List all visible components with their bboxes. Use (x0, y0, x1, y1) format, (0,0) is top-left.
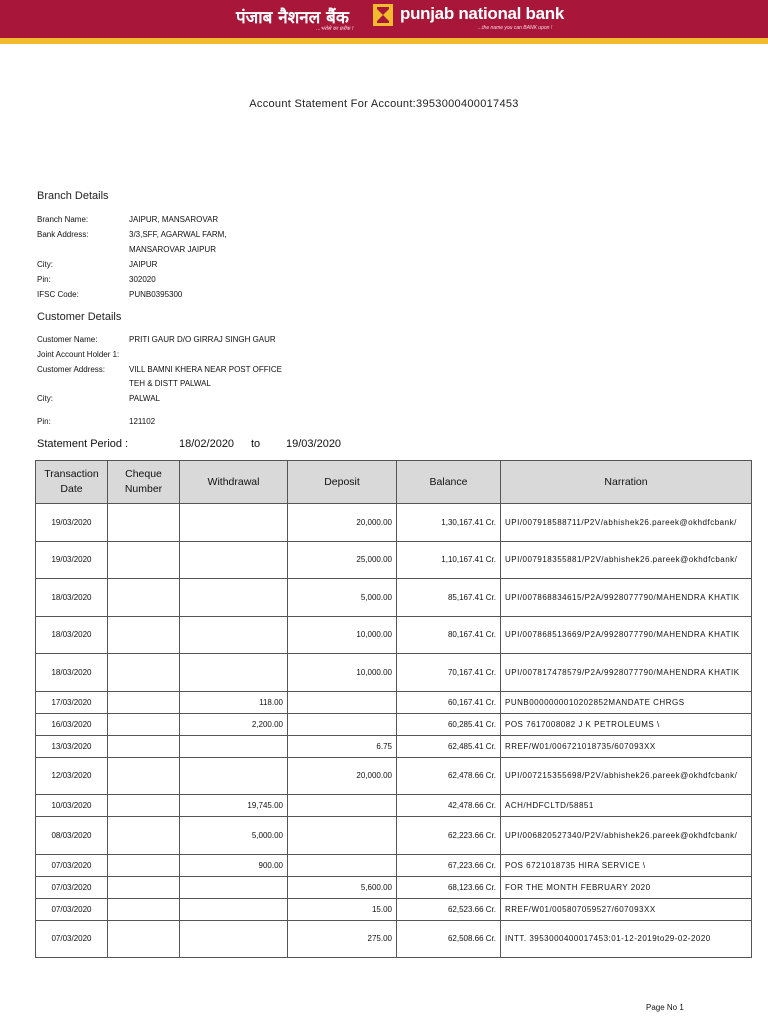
txn-deposit (288, 795, 397, 817)
txn-cheque (108, 757, 180, 795)
txn-withdrawal: 2,200.00 (180, 713, 288, 735)
branch-pin-value: 302020 (129, 275, 156, 284)
txn-deposit (288, 691, 397, 713)
txn-cheque (108, 854, 180, 876)
txn-balance: 1,10,167.41 Cr. (397, 541, 501, 579)
txn-balance: 42,478.66 Cr. (397, 795, 501, 817)
txn-date: 08/03/2020 (36, 817, 108, 855)
txn-date: 13/03/2020 (36, 735, 108, 757)
txn-deposit: 5,600.00 (288, 876, 397, 898)
txn-withdrawal: 5,000.00 (180, 817, 288, 855)
txn-deposit: 20,000.00 (288, 757, 397, 795)
txn-balance: 62,523.66 Cr. (397, 898, 501, 920)
txn-cheque (108, 876, 180, 898)
txn-deposit: 10,000.00 (288, 654, 397, 692)
txn-deposit: 6.75 (288, 735, 397, 757)
txn-cheque (108, 920, 180, 958)
transactions-body (36, 504, 752, 958)
txn-balance: 62,223.66 Cr. (397, 817, 501, 855)
txn-balance: 60,167.41 Cr. (397, 691, 501, 713)
txn-cheque (108, 579, 180, 617)
table-row (36, 691, 752, 713)
txn-narration: FOR THE MONTH FEBRUARY 2020 (501, 876, 752, 898)
statement-period-to: 19/03/2020 (286, 438, 342, 450)
txn-deposit: 25,000.00 (288, 541, 397, 579)
table-row (36, 541, 752, 579)
customer-city-value: PALWAL (129, 394, 160, 403)
txn-withdrawal (180, 654, 288, 692)
table-row (36, 898, 752, 920)
page-number: Page No 1 (646, 1003, 684, 1012)
txn-cheque (108, 817, 180, 855)
txn-balance: 80,167.41 Cr. (397, 616, 501, 654)
customer-address-line1: VILL BAMNI KHERA NEAR POST OFFICE (129, 365, 282, 374)
txn-cheque (108, 735, 180, 757)
col-header-deposit: Deposit (288, 461, 397, 504)
txn-balance: 1,30,167.41 Cr. (397, 504, 501, 542)
table-row (36, 817, 752, 855)
txn-withdrawal: 19,745.00 (180, 795, 288, 817)
txn-deposit (288, 854, 397, 876)
txn-date: 18/03/2020 (36, 579, 108, 617)
txn-deposit: 15.00 (288, 898, 397, 920)
bank-address-line2: MANSAROVAR JAIPUR (129, 245, 216, 254)
txn-date: 19/03/2020 (36, 504, 108, 542)
txn-narration: UPI/007868513669/P2A/9928077790/MAHENDRA KHATIK (501, 616, 752, 654)
table-row (36, 735, 752, 757)
txn-date: 17/03/2020 (36, 691, 108, 713)
txn-narration: UPI/007817478579/P2A/9928077790/MAHENDRA KHATIK (501, 654, 752, 692)
table-row (36, 504, 752, 542)
txn-narration: POS 6721018735 HIRA SERVICE \ (501, 854, 752, 876)
txn-deposit: 5,000.00 (288, 579, 397, 617)
txn-date: 07/03/2020 (36, 898, 108, 920)
txn-narration: PUNB0000000010202852MANDATE CHRGS (501, 691, 752, 713)
txn-withdrawal (180, 898, 288, 920)
bank-name-hindi: पंजाब नैशनल बैंक (236, 8, 349, 28)
statement-period-label: Statement Period : (37, 438, 129, 450)
customer-city-label: City: (37, 394, 53, 403)
txn-deposit (288, 817, 397, 855)
statement-period-to-label: to (251, 438, 261, 450)
col-header-cheque: Cheque Number (108, 461, 180, 504)
bank-tagline-hindi: ...भरोसे का प्रतीक ! (316, 26, 354, 32)
txn-balance: 62,478.66 Cr. (397, 757, 501, 795)
txn-date: 07/03/2020 (36, 876, 108, 898)
txn-date: 16/03/2020 (36, 713, 108, 735)
txn-narration: ACH/HDFCLTD/58851 (501, 795, 752, 817)
customer-pin-value: 121102 (129, 417, 156, 426)
txn-deposit: 275.00 (288, 920, 397, 958)
bank-header (0, 0, 768, 44)
txn-cheque (108, 616, 180, 654)
txn-date: 18/03/2020 (36, 654, 108, 692)
transactions-table (35, 460, 752, 958)
ifsc-value: PUNB0395300 (129, 290, 183, 299)
txn-narration: UPI/007918588711/P2V/abhishek26.pareek@okhdfcbank/ (501, 504, 752, 542)
txn-date: 12/03/2020 (36, 757, 108, 795)
customer-pin-label: Pin: (37, 417, 51, 426)
txn-cheque (108, 691, 180, 713)
customer-address-label: Customer Address: (37, 365, 106, 374)
txn-balance: 85,167.41 Cr. (397, 579, 501, 617)
txn-narration: RREF/W01/005807059527/607093XX (501, 898, 752, 920)
txn-withdrawal: 900.00 (180, 854, 288, 876)
txn-withdrawal (180, 735, 288, 757)
txn-withdrawal (180, 541, 288, 579)
txn-deposit: 20,000.00 (288, 504, 397, 542)
branch-pin-label: Pin: (37, 275, 51, 284)
branch-name-value: JAIPUR, MANSAROVAR (129, 215, 219, 224)
txn-narration: POS 7617008082 J K PETROLEUMS \ (501, 713, 752, 735)
table-row (36, 920, 752, 958)
bank-tagline-english: ...the name you can BANK upon ! (478, 25, 553, 31)
txn-narration: UPI/006820527340/P2V/abhishek26.pareek@okhdfcbank/ (501, 817, 752, 855)
col-header-date: Transaction Date (36, 461, 108, 504)
txn-date: 10/03/2020 (36, 795, 108, 817)
customer-name-label: Customer Name: (37, 335, 98, 344)
txn-balance: 62,508.66 Cr. (397, 920, 501, 958)
table-row (36, 654, 752, 692)
txn-date: 18/03/2020 (36, 616, 108, 654)
txn-narration: UPI/007215355698/P2V/abhishek26.pareek@okhdfcbank/ (501, 757, 752, 795)
txn-cheque (108, 898, 180, 920)
txn-narration: UPI/007868834615/P2A/9928077790/MAHENDRA KHATIK (501, 579, 752, 617)
ifsc-label: IFSC Code: (37, 290, 79, 299)
txn-balance: 60,285.41 Cr. (397, 713, 501, 735)
txn-balance: 67,223.66 Cr. (397, 854, 501, 876)
table-row (36, 616, 752, 654)
txn-withdrawal (180, 616, 288, 654)
txn-balance: 68,123.66 Cr. (397, 876, 501, 898)
customer-address-line2: TEH & DISTT PALWAL (129, 379, 211, 388)
txn-cheque (108, 541, 180, 579)
joint-holder-label: Joint Account Holder 1: (37, 350, 120, 359)
txn-date: 07/03/2020 (36, 920, 108, 958)
statement-title: Account Statement For Account:3953000400017453 (249, 98, 519, 110)
bank-name-english: punjab national bank (400, 4, 565, 23)
txn-withdrawal (180, 579, 288, 617)
txn-deposit: 10,000.00 (288, 616, 397, 654)
col-header-withdrawal: Withdrawal (180, 461, 288, 504)
col-header-narration: Narration (501, 461, 752, 504)
txn-narration: INTT. 3953000400017453:01-12-2019to29-02-2020 (501, 920, 752, 958)
branch-city-label: City: (37, 260, 53, 269)
txn-withdrawal: 118.00 (180, 691, 288, 713)
table-row (36, 757, 752, 795)
table-header-row (36, 461, 752, 504)
txn-balance: 62,485.41 Cr. (397, 735, 501, 757)
bank-address-label: Bank Address: (37, 230, 89, 239)
table-row (36, 579, 752, 617)
txn-deposit (288, 713, 397, 735)
txn-withdrawal (180, 504, 288, 542)
txn-cheque (108, 795, 180, 817)
table-row (36, 876, 752, 898)
txn-withdrawal (180, 920, 288, 958)
txn-narration: RREF/W01/006721018735/607093XX (501, 735, 752, 757)
txn-withdrawal (180, 757, 288, 795)
txn-cheque (108, 654, 180, 692)
txn-cheque (108, 713, 180, 735)
col-header-balance: Balance (397, 461, 501, 504)
pnb-logo-icon (373, 4, 393, 26)
txn-balance: 70,167.41 Cr. (397, 654, 501, 692)
customer-details-heading: Customer Details (37, 311, 122, 323)
table-row (36, 854, 752, 876)
branch-details-heading: Branch Details (37, 190, 109, 202)
txn-date: 07/03/2020 (36, 854, 108, 876)
branch-name-label: Branch Name: (37, 215, 89, 224)
txn-narration: UPI/007918355881/P2V/abhishek26.pareek@okhdfcbank/ (501, 541, 752, 579)
bank-address-line1: 3/3,SFF, AGARWAL FARM, (129, 230, 227, 239)
table-row (36, 795, 752, 817)
txn-cheque (108, 504, 180, 542)
statement-period-from: 18/02/2020 (179, 438, 235, 450)
branch-city-value: JAIPUR (129, 260, 158, 269)
txn-withdrawal (180, 876, 288, 898)
txn-date: 19/03/2020 (36, 541, 108, 579)
customer-name-value: PRITI GAUR D/O GIRRAJ SINGH GAUR (129, 335, 276, 344)
table-row (36, 713, 752, 735)
